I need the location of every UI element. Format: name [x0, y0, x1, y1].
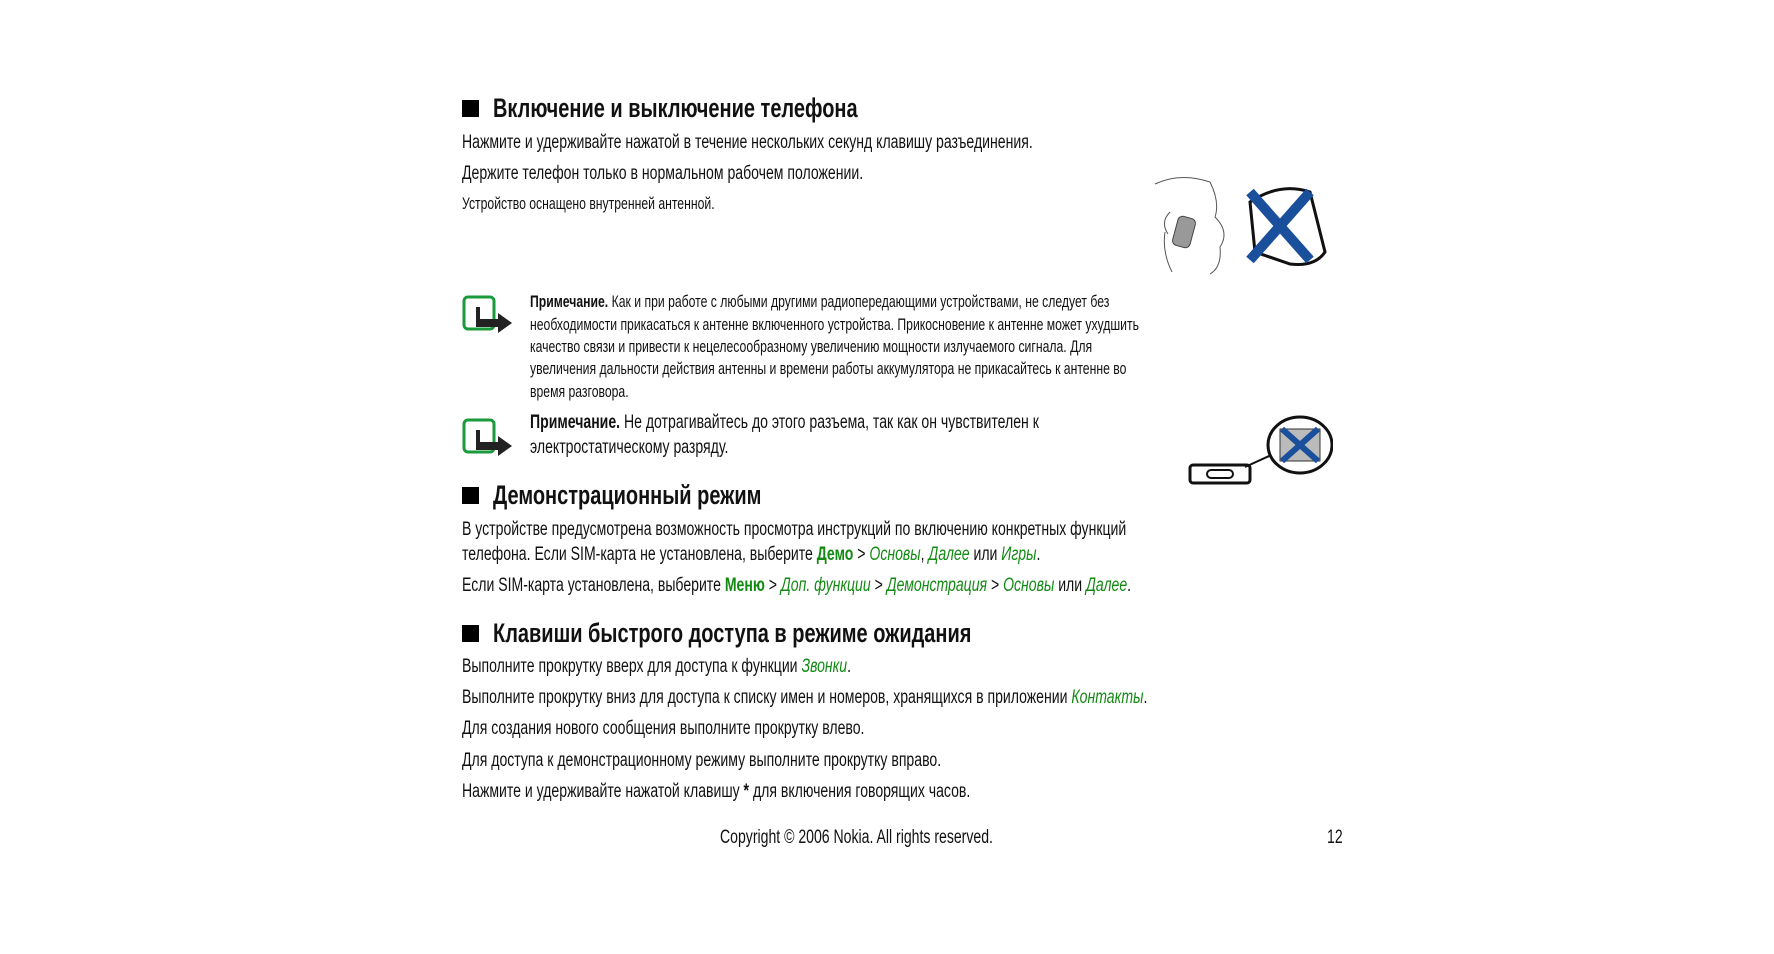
note-text: электростатическому разряду. [530, 437, 729, 458]
menu-path-link[interactable]: Игры [1001, 544, 1037, 565]
paragraph: Для доступа к демонстрационному режиму выполните прокрутку вправо. [462, 750, 942, 771]
connector-illustration [1185, 415, 1333, 487]
note-text: качество связи и привести к нецелесообразному увеличению мощности излучаемого сигнала. Для [530, 338, 1093, 356]
paragraph: Нажмите и удерживайте нажатой в течение нескольких секунд клавишу разъединения. [462, 132, 1033, 153]
note-icon [462, 295, 514, 335]
note-text: необходимости прикасаться к антенне включенного устройства. Прикосновение к антенне может ухудшить [530, 316, 1139, 334]
menu-path-link[interactable]: Демонстрация [886, 575, 988, 596]
menu-path-link[interactable]: Контакты [1071, 687, 1144, 708]
paragraph: Держите телефон только в нормальном рабочем положении. [462, 163, 864, 184]
menu-path-link[interactable]: Демо [816, 544, 854, 565]
section-bullet-icon [462, 487, 479, 504]
menu-path-link[interactable]: Основы [1003, 575, 1055, 596]
section-title: Клавиши быстрого доступа в режиме ожидания [493, 618, 972, 648]
paragraph: Выполните прокрутку вверх для доступа к функции Звонки. [462, 656, 852, 677]
note-text: Примечание. Не дотрагивайтесь до этого разъема, так как он чувствителен к [530, 412, 1039, 433]
section-title: Включение и выключение телефона [493, 93, 858, 123]
paragraph: Устройство оснащено внутренней антенной. [462, 195, 715, 213]
note-text: время разговора. [530, 383, 629, 401]
menu-path-link[interactable]: Звонки [801, 656, 848, 677]
paragraph: Выполните прокрутку вниз для доступа к списку имен и номеров, хранящихся в приложении Контакты. [462, 687, 1148, 708]
page-number: 12 [1327, 827, 1343, 848]
paragraph: Для создания нового сообщения выполните прокрутку влево. [462, 718, 865, 739]
copyright: Copyright © 2006 Nokia. All rights reserved. [720, 827, 993, 848]
menu-path-link[interactable]: Далее [1086, 575, 1128, 596]
section-bullet-icon [462, 100, 479, 117]
phone-usage-illustration [1150, 172, 1330, 276]
paragraph: телефона. Если SIM-карта не установлена, выберите Демо > Основы, Далее или Игры. [462, 544, 1041, 565]
menu-path-link[interactable]: Доп. функции [780, 575, 871, 596]
paragraph: Нажмите и удерживайте нажатой клавишу * для включения говорящих часов. [462, 781, 971, 802]
menu-path-link[interactable]: Далее [928, 544, 970, 565]
section-title: Демонстрационный режим [493, 480, 762, 510]
section-bullet-icon [462, 625, 479, 642]
menu-path-link[interactable]: Меню [724, 575, 765, 596]
note-text: увеличения дальности действия антенны и времени работы аккумулятора не прикасайтесь к антенне во [530, 360, 1127, 378]
note-text: Примечание. Как и при работе с любыми другими радиопередающими устройствами, не следует без [530, 293, 1110, 311]
note-icon [462, 418, 514, 458]
paragraph: Если SIM-карта установлена, выберите Меню > Доп. функции > Демонстрация > Основы или Далее. [462, 575, 1132, 596]
paragraph: В устройстве предусмотрена возможность просмотра инструкций по включению конкретных функций [462, 519, 1127, 540]
menu-path-link[interactable]: Основы [869, 544, 921, 565]
